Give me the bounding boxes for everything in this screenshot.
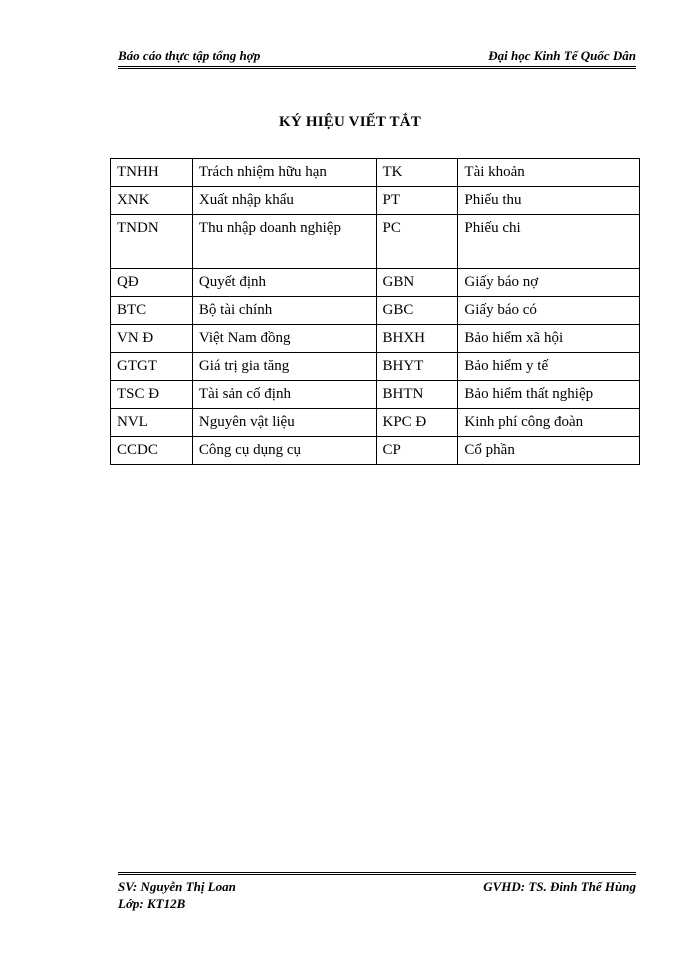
meaning-cell: Kinh phí công đoàn	[458, 409, 640, 437]
abbreviation-cell: BHTN	[376, 381, 458, 409]
abbreviation-cell: TK	[376, 159, 458, 187]
abbreviation-cell: CP	[376, 437, 458, 465]
footer-advisor: GVHD: TS. Đinh Thế Hùng	[483, 879, 636, 894]
meaning-cell: Công cụ dụng cụ	[192, 437, 376, 465]
abbreviation-cell: CCDC	[111, 437, 193, 465]
abbreviation-cell: GTGT	[111, 353, 193, 381]
abbreviation-cell: BHYT	[376, 353, 458, 381]
meaning-cell: Cổ phần	[458, 437, 640, 465]
meaning-cell: Phiếu thu	[458, 187, 640, 215]
meaning-cell: Giá trị gia tăng	[192, 353, 376, 381]
table-row	[111, 409, 640, 437]
meaning-cell: Bảo hiểm xã hội	[458, 325, 640, 353]
abbreviation-cell: BTC	[111, 297, 193, 325]
table-row	[111, 159, 640, 187]
meaning-cell: Bảo hiểm thất nghiệp	[458, 381, 640, 409]
meaning-cell: Xuất nhập khẩu	[192, 187, 376, 215]
footer-rule	[118, 872, 636, 875]
abbreviation-cell: XNK	[111, 187, 193, 215]
abbreviation-cell: BHXH	[376, 325, 458, 353]
meaning-cell: Tài khoản	[458, 159, 640, 187]
table-row	[111, 297, 640, 325]
meaning-cell: Việt Nam đồng	[192, 325, 376, 353]
page-header	[118, 48, 636, 68]
abbreviation-cell: TNDN	[111, 215, 193, 269]
table-row	[111, 215, 640, 269]
meaning-cell: Tài sản cố định	[192, 381, 376, 409]
table-row	[111, 187, 640, 215]
abbreviation-cell: PC	[376, 215, 458, 269]
abbreviation-cell: QĐ	[111, 269, 193, 297]
abbreviation-cell: NVL	[111, 409, 193, 437]
meaning-cell: Nguyên vật liệu	[192, 409, 376, 437]
footer-student-name: SV: Nguyễn Thị Loan	[118, 879, 236, 894]
meaning-cell: Thu nhập doanh nghiệp	[192, 215, 376, 269]
table-row	[111, 437, 640, 465]
meaning-cell: Bảo hiểm y tế	[458, 353, 640, 381]
table-row	[111, 325, 640, 353]
meaning-cell: Phiếu chi	[458, 215, 640, 269]
table-row	[111, 269, 640, 297]
abbreviation-cell: TNHH	[111, 159, 193, 187]
header-report-title: Báo cáo thực tập tổng hợp	[118, 48, 261, 63]
meaning-cell: Giấy báo có	[458, 297, 640, 325]
abbreviation-cell: TSC Đ	[111, 381, 193, 409]
abbreviation-table	[110, 158, 640, 465]
table-row	[111, 353, 640, 381]
abbreviation-cell: PT	[376, 187, 458, 215]
header-rule	[118, 66, 636, 69]
abbreviation-cell: VN Đ	[111, 325, 193, 353]
abbreviation-cell: KPC Đ	[376, 409, 458, 437]
abbreviation-cell: GBN	[376, 269, 458, 297]
page-title: KÝ HIỆU VIẾT TẮT	[278, 114, 421, 130]
meaning-cell: Quyết định	[192, 269, 376, 297]
meaning-cell: Trách nhiệm hữu hạn	[192, 159, 376, 187]
meaning-cell: Bộ tài chính	[192, 297, 376, 325]
table-row	[111, 381, 640, 409]
abbreviation-cell: GBC	[376, 297, 458, 325]
footer-class: Lớp: KT12B	[118, 896, 186, 911]
header-university: Đại học Kinh Tế Quốc Dân	[488, 48, 636, 63]
meaning-cell: Giấy báo nợ	[458, 269, 640, 297]
